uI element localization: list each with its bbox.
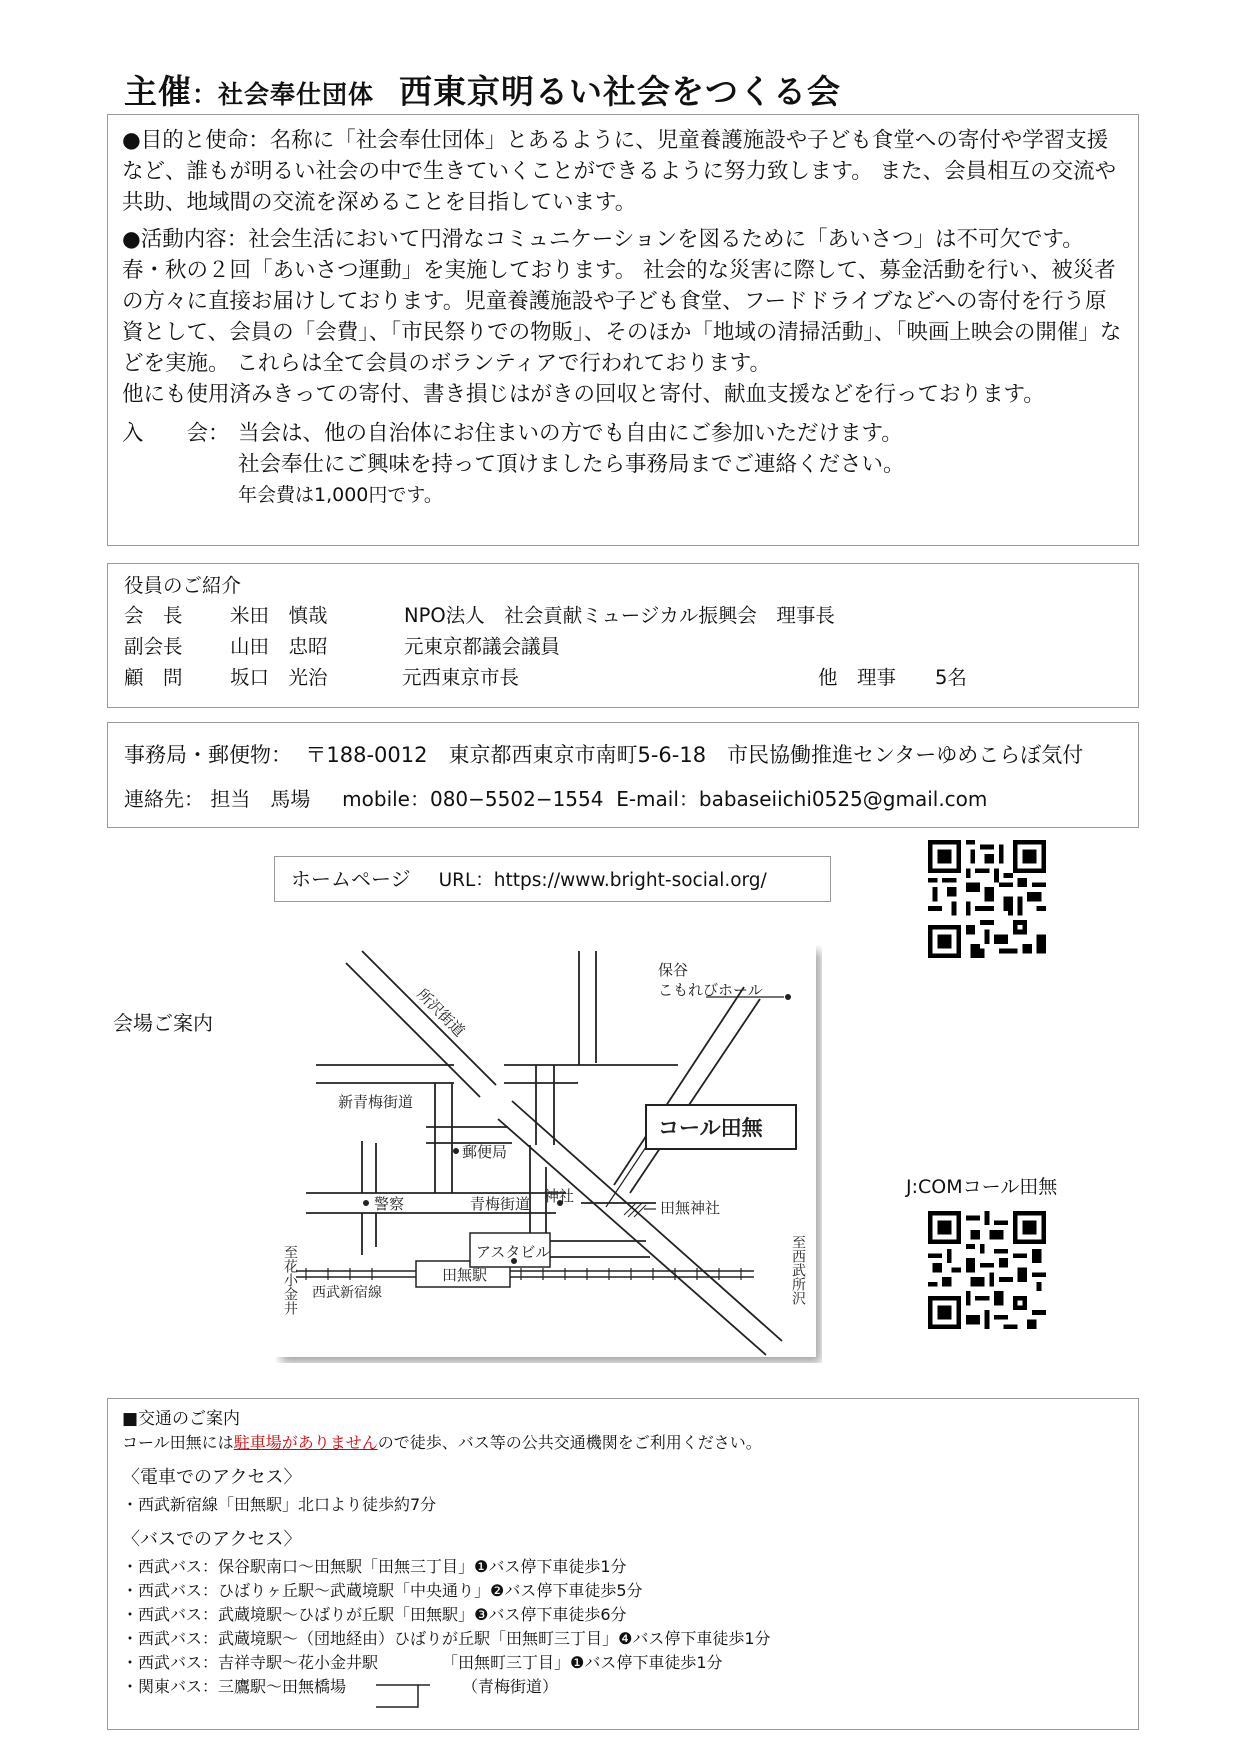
jcom-qr-code (928, 1211, 1046, 1329)
map-label-line: 西武新宿線 (312, 1285, 382, 1301)
bus-combo-stop-sub: （青梅街道） (462, 1677, 559, 1696)
officer-role: 顧 問 (124, 666, 183, 689)
map-label-police: 警察 (374, 1195, 405, 1213)
officers-box (107, 563, 1139, 708)
contact-label: 連絡先： (124, 787, 204, 811)
homepage-url[interactable]: URL：https://www.bright-social.org/ (438, 870, 767, 891)
officer-row (124, 600, 1122, 631)
officer-row (124, 662, 1122, 693)
venue-label: 会場ご案内 (113, 1011, 213, 1035)
activities-text: ●活動内容：社会生活において円滑なコミュニケーションを図るために「あいさつ」は不可欠です。春・秋の２回「あいさつ運動」を実施しております。 社会的な災害に際して、募金活動を行い、被災者の方々に直接お届けしております。児童養護施設や子ども食堂、フードドライブなどへの寄付を行う原資として、会員の「会費」、「市民祭りでの物販」、そのほか「地域の清掃活動」、「映画上映会の開催」などを実施。 これらは全て会員のボランティアで行われております。 (122, 227, 1122, 376)
homepage-qr-code (928, 840, 1046, 958)
homepage-box (274, 856, 831, 902)
homepage-label: ホームページ (291, 867, 411, 891)
officer-title: 元東京都議会議員 (404, 635, 561, 658)
join-line-1: 当会は、他の自治体にお住まいの方でも自由にご参加いただけます。 (238, 421, 903, 446)
map-label-shin-ome: 新青梅街道 (338, 1093, 414, 1111)
bus-item: ・西武バス：武蔵境駅～ひばりが丘駅「田無駅」❸バス停下車徒歩6分 (122, 1605, 627, 1624)
bus-heading: 〈バスでのアクセス〉 (122, 1529, 302, 1550)
office-address: 〒188-0012 東京都西東京市南町5-6-18 市民協働推進センターゆめこらぼ気付 (305, 743, 1084, 767)
parking-note (122, 1431, 1124, 1455)
map-label-ome-road: 青梅街道 (470, 1195, 531, 1213)
jcom-label: J:COMコール田無 (906, 1176, 1058, 1198)
join-label: 入 会： (122, 421, 230, 446)
mission-text: ●目的と使命：名称に「社会奉仕団体」とあるように、児童養護施設や子ども食堂への寄付や学習支援など、誰もが明るい社会の中で生きていくことができるように努力致します。 また、会員相互の交流や共助、地域間の交流を深めることを目指しています。 (122, 128, 1117, 215)
officer-title: NPO法人 社会貢献ミュージカル振興会 理事長 (404, 604, 835, 627)
bus-combo-route: ・西武バス：吉祥寺駅～花小金井駅 (122, 1653, 379, 1672)
transport-heading: ■交通のご案内 (122, 1409, 241, 1429)
title-org-name: 西東京明るい社会をつくる会 (399, 72, 842, 111)
map-label-asta: アスタビル (476, 1243, 551, 1261)
map-label-hoya: 保谷 (658, 961, 689, 979)
title-main: 主催 (124, 72, 192, 111)
map-label-hoya-hall: こもれびホール (658, 981, 763, 999)
officer-extra: 他 理事 5名 (818, 666, 967, 689)
officer-role: 副会長 (124, 635, 183, 658)
note-text: ので徒歩、バス等の公共交通機関をご利用ください。 (377, 1433, 762, 1452)
bus-combo-stop: 「田無町三丁目」❶バス停下車徒歩1分 (442, 1653, 723, 1672)
map-label-tokorozawa: 所沢街道 (413, 985, 469, 1041)
join-fee: 年会費は1,000円です。 (238, 484, 443, 506)
officer-name: 米田 慎哉 (230, 604, 328, 627)
officer-role: 会 長 (124, 604, 183, 627)
contact-email[interactable]: E-mail：babaseiichi0525@gmail.com (616, 787, 988, 811)
note-text: コール田無には (122, 1433, 234, 1452)
transport-box (107, 1398, 1139, 1730)
contact-person: 担当 馬場 (210, 787, 311, 811)
bus-item: ・西武バス：保谷駅南口～田無駅「田無三丁目」❶バス停下車徒歩1分 (122, 1557, 627, 1576)
bus-item: ・西武バス：ひばりヶ丘駅～武蔵境駅「中央通り」❷バス停下車徒歩5分 (122, 1581, 643, 1600)
title-sep: ： (192, 80, 219, 109)
purpose-box (107, 114, 1139, 546)
join-line-2: 社会奉仕にご興味を持って頂けましたら事務局までご連絡ください。 (238, 452, 905, 477)
train-item: ・西武新宿線「田無駅」北口より徒歩約7分 (122, 1495, 437, 1514)
bus-combo-route: ・関東バス：三鷹駅～田無橋場 (122, 1677, 347, 1696)
bus-combo-row (122, 1651, 1124, 1675)
train-heading: 〈電車でのアクセス〉 (122, 1467, 302, 1488)
map-label-to-hanakoganei: 至花小金井 (282, 1245, 298, 1315)
others-text: 他にも使用済みきっての寄付、書き損じはがきの回収と寄付、献血支援などを行っております。 (122, 382, 1045, 407)
page-title (124, 66, 841, 113)
join-section (122, 418, 1124, 511)
bus-combo-row (122, 1675, 1124, 1699)
officers-heading: 役員のご紹介 (124, 574, 242, 597)
officer-name: 山田 忠昭 (230, 635, 328, 658)
no-parking-warning: 駐車場がありません (233, 1433, 378, 1452)
map-label-post-office: 郵便局 (462, 1143, 508, 1161)
bus-item: ・西武バス：武蔵境駅～（団地経由）ひばりが丘駅「田無町三丁目」❹バス停下車徒歩1分 (122, 1629, 771, 1648)
map-label-station: 田無駅 (442, 1266, 488, 1284)
map-label-coal-tanashi: コール田無 (658, 1116, 763, 1140)
title-org-type: 社会奉仕団体 (218, 80, 375, 109)
office-box (107, 722, 1139, 828)
officer-title: 元西東京市長 (402, 666, 520, 689)
officer-row (124, 631, 1122, 662)
map-label-to-seibu-tokorozawa: 至西武所沢 (790, 1235, 806, 1305)
map-label-tanashi-shrine: 田無神社 (660, 1199, 721, 1217)
contact-mobile: mobile：080−5502−1554 (342, 787, 604, 811)
venue-map (276, 945, 822, 1363)
office-label: 事務局・郵便物： (124, 743, 292, 767)
officer-name: 坂口 光治 (230, 666, 328, 689)
map-label-shrine: 神社 (544, 1187, 575, 1205)
bus-combo-bracket (376, 1677, 432, 1711)
